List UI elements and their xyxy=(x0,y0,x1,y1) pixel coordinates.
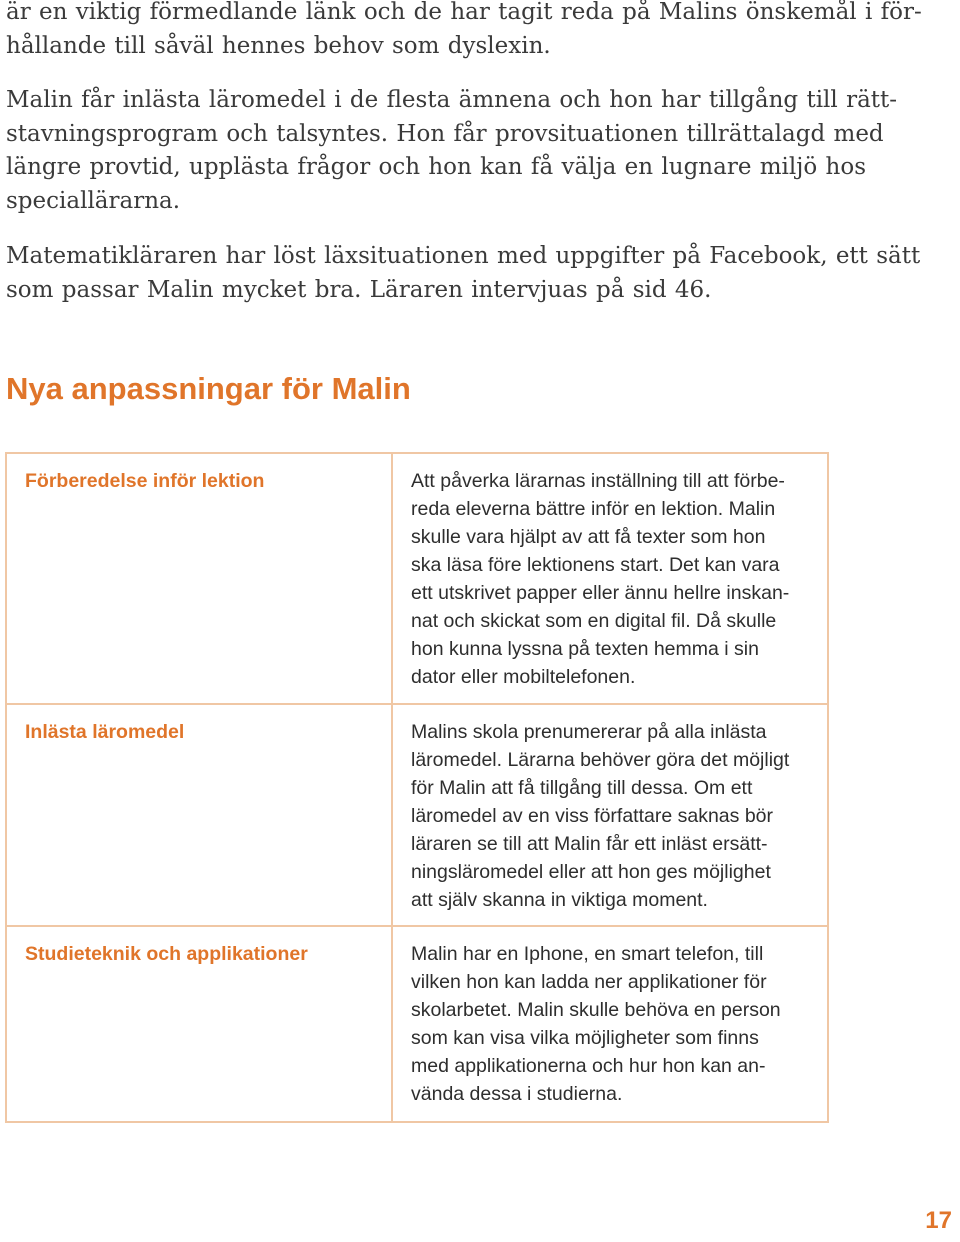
adaptations-table xyxy=(5,452,829,1123)
description-line: ett utskrivet papper eller ännu hellre inskan- xyxy=(411,582,790,604)
paragraph-line: Malin får inlästa läromedel i de flesta ämnena och hon har tillgång till rätt- xyxy=(6,87,898,113)
paragraph-line: är en viktig förmedlande länk och de har tagit reda på Malins önskemål i för- xyxy=(6,0,922,25)
description-line: Malins skola prenumererar på alla inlästa xyxy=(411,721,767,743)
description-line: Att påverka lärarnas inställning till att förbe- xyxy=(411,470,785,492)
paragraph-line: längre provtid, upplästa frågor och hon kan få välja en lugnare miljö hos xyxy=(6,154,867,180)
row-description-cell xyxy=(392,704,828,926)
row-label: Förberedelse inför lektion xyxy=(25,470,265,492)
row-label: Inlästa läromedel xyxy=(25,721,185,743)
table-row xyxy=(6,704,828,926)
description-line: hon kunna lyssna på texten hemma i sin xyxy=(411,638,759,660)
description-line: ska läsa före lektionens start. Det kan vara xyxy=(411,554,780,576)
paragraph-line: Matematikläraren har löst läxsituationen med uppgifter på Facebook, ett sätt xyxy=(6,243,921,269)
row-label-cell xyxy=(6,926,392,1122)
description-line: dator eller mobiltelefonen. xyxy=(411,666,636,688)
row-description xyxy=(393,454,827,691)
paragraph-line: stavningsprogram och talsyntes. Hon får provsituationen tillrättalagd med xyxy=(6,120,884,147)
description-line: som kan visa vilka möjligheter som finns xyxy=(411,1027,759,1049)
description-line: att själv skanna in viktiga moment. xyxy=(411,889,708,911)
section-title: Nya anpassningar för Malin xyxy=(6,371,411,406)
description-line: vända dessa i studierna. xyxy=(411,1083,623,1105)
description-line: vilken hon kan ladda ner applikationer för xyxy=(411,971,767,993)
page-number: 17 xyxy=(925,1207,952,1234)
intro-paragraph-3 xyxy=(6,240,921,307)
row-description xyxy=(393,927,827,1108)
row-description-cell xyxy=(392,453,828,704)
description-line: skolarbetet. Malin skulle behöva en person xyxy=(411,999,781,1021)
paragraph-line: speciallärarna. xyxy=(6,187,181,214)
paragraph-line: hållande till såväl hennes behov som dyslexin. xyxy=(6,32,551,59)
row-label-cell xyxy=(6,453,392,704)
description-line: för Malin att få tillgång till dessa. Om ett xyxy=(411,777,753,799)
paragraph-line: som passar Malin mycket bra. Läraren intervjuas på sid 46. xyxy=(6,276,712,303)
row-label-cell xyxy=(6,704,392,926)
description-line: reda eleverna bättre inför en lektion. Malin xyxy=(411,498,776,520)
description-line: skulle vara hjälpt av att få texter som hon xyxy=(411,526,766,548)
description-line: med applikationerna och hur hon kan an- xyxy=(411,1055,766,1077)
intro-paragraph-2 xyxy=(6,84,898,218)
description-line: läromedel av en viss författare saknas bör xyxy=(411,805,774,827)
intro-paragraph-1 xyxy=(6,0,922,63)
row-description xyxy=(393,705,827,914)
table-row xyxy=(6,926,828,1122)
table-row xyxy=(6,453,828,704)
row-description-cell xyxy=(392,926,828,1122)
description-line: Malin har en Iphone, en smart telefon, till xyxy=(411,943,764,965)
description-line: nat och skickat som en digital fil. Då skulle xyxy=(411,610,777,632)
description-line: ningsläromedel eller att hon ges möjlighet xyxy=(411,861,771,883)
row-label: Studieteknik och applikationer xyxy=(25,943,308,965)
description-line: läraren se till att Malin får ett inläst ersätt- xyxy=(411,833,768,855)
description-line: läromedel. Lärarna behöver göra det möjligt xyxy=(411,749,790,771)
